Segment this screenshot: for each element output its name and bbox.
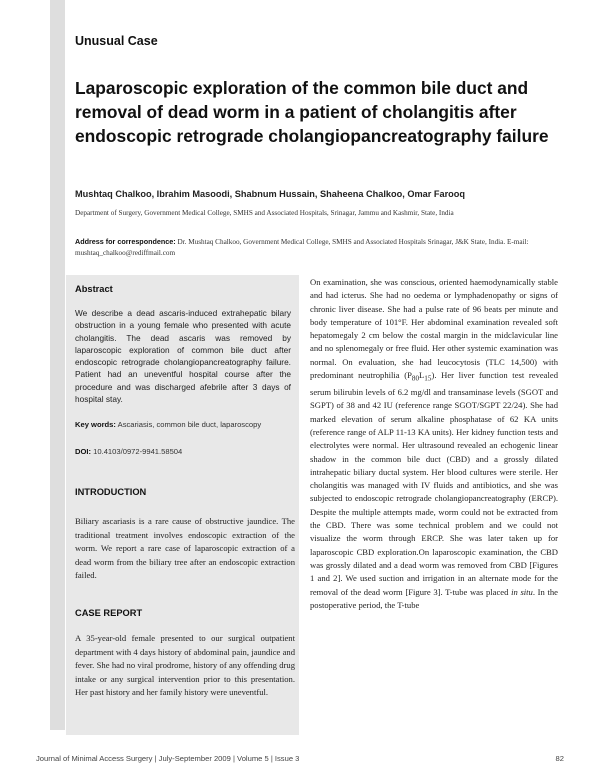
neutrophil-subscript: 80 — [411, 374, 420, 383]
right-text-part-2: L — [419, 370, 425, 381]
article-title: Laparoscopic exploration of the common bile duct and removal of dead worm in a patient of cholangitis after endoscopic retrograde cholangiopancreatography failure — [75, 78, 549, 146]
correspondence-block — [75, 236, 575, 259]
right-text-part-1: On examination, she was conscious, oriented haemodynamically stable and had icterus. She had no oedema or lymphadenopathy or signs of chronic liver disease. She had a pulse rate of 96 beats per minute and body temperature of 101°F. Her abdominal examination revealed soft hepatomegaly 2 cm below the costal margin in the midclavicular line and no splenomegaly or free fluid. Her other systemic examination was normal. On evaluation, she had leucocytosis (TLC 14,500) with predominant neutrophilia (P — [310, 277, 558, 381]
section-label: Unusual Case — [75, 34, 158, 48]
right-text-part-4: . In the postoperative period, the T-tube — [310, 586, 558, 610]
right-text-part-3: ). Her liver function test revealed serum bilirubin levels of 6.2 mg/dl and transaminase levels (SGOT and SGPT) of 38 and 42 IU (reference range SGOT/SGPT 22/24). She had marked elevation of serum alkaline phosphatase of 62 KA units (reference range of ALP 11-13 KA units). Her kidney function tests and electrolytes were normal. Her ultrasound revealed an echogenic linear shadow in the common bile duct (CBD) and a grossly dilated intrahepatic biliary ductal system. Her blood cultures were sterile. Her cholangitis was managed with IV fluids and antibiotics, and she was subjected to endoscopic retrograde cholangiopancreatography (ERCP). Despite the multiple attempts made, worm could not be extracted from the CBD. There was some technical problem and we could not visualize the worm through ERCP. She was later taken up for laparoscopic CBD exploration.On laparoscopic examination, the CBD was grossly dilated and a dead worm was removed from CBD [Figures 1 and 2]. We used suction and irrigation in an alternate mode for the removal of the dead worm [Figure 3]. T-tube was placed — [310, 370, 558, 597]
introduction-text: Biliary ascariasis is a rare cause of obstructive jaundice. The traditional treatment involves endoscopic extraction of the worm. We report a rare case of laparoscopic extraction of a dead worm from the biliary tree after an endoscopic extraction failed. — [75, 516, 295, 581]
right-column-paragraph — [310, 276, 558, 612]
correspondence-label: Address for correspondence: — [75, 237, 176, 246]
keywords-value: Ascariasis, common bile duct, laparoscopy — [117, 420, 262, 429]
side-decoration-bar — [50, 0, 65, 730]
doi-label: DOI: — [75, 447, 92, 456]
case-report-heading: CASE REPORT — [75, 608, 143, 618]
case-report-text: A 35-year-old female presented to our surgical outpatient department with 4 days history of abdominal pain, jaundice and fever. She had no viral prodrome, history of any offending drug intake or any surgical intervention prior to this presentation. Her past history and her family history were uneventful. — [75, 633, 295, 698]
correspondence-text: Dr. Mushtaq Chalkoo, Government Medical College, SMHS and Associated Hospitals Srinagar, J&K State, India. E-mail: mushtaq_chalkoo@rediffmail.com — [75, 238, 529, 257]
footer-journal: Journal of Minimal Access Surgery | July-September 2009 | Volume 5 | Issue 3 — [36, 754, 300, 763]
affiliation: Department of Surgery, Government Medical College, SMHS and Associated Hospitals, Srinagar, Jammu and Kashmir, State, India — [75, 209, 454, 217]
author-list: Mushtaq Chalkoo, Ibrahim Masoodi, Shabnum Hussain, Shaheena Chalkoo, Omar Farooq — [75, 189, 466, 199]
doi-line — [75, 447, 295, 456]
in-situ-italic: in situ — [511, 586, 533, 597]
keywords-line — [75, 420, 295, 429]
page-number: 82 — [555, 754, 564, 763]
abstract-heading: Abstract — [75, 284, 113, 294]
keywords-label: Key words: — [75, 420, 116, 429]
right-column-text — [310, 276, 558, 612]
introduction-heading: INTRODUCTION — [75, 487, 147, 497]
lymphocyte-subscript: 15 — [424, 374, 432, 383]
doi-value: 10.4103/0972-9941.58504 — [93, 447, 183, 456]
abstract-text: We describe a dead ascaris-induced extrahepatic bilary obstruction in a young female who presented with acute cholangitis. The dead ascaris was removed by laparoscopic exploration of common bile duct after endoscopic retrograde cholangiopancreatography failure. Patient had an uneventful hospital course after the procedure and was discharged afebrile after 3 days of hospital stay. — [75, 308, 291, 405]
